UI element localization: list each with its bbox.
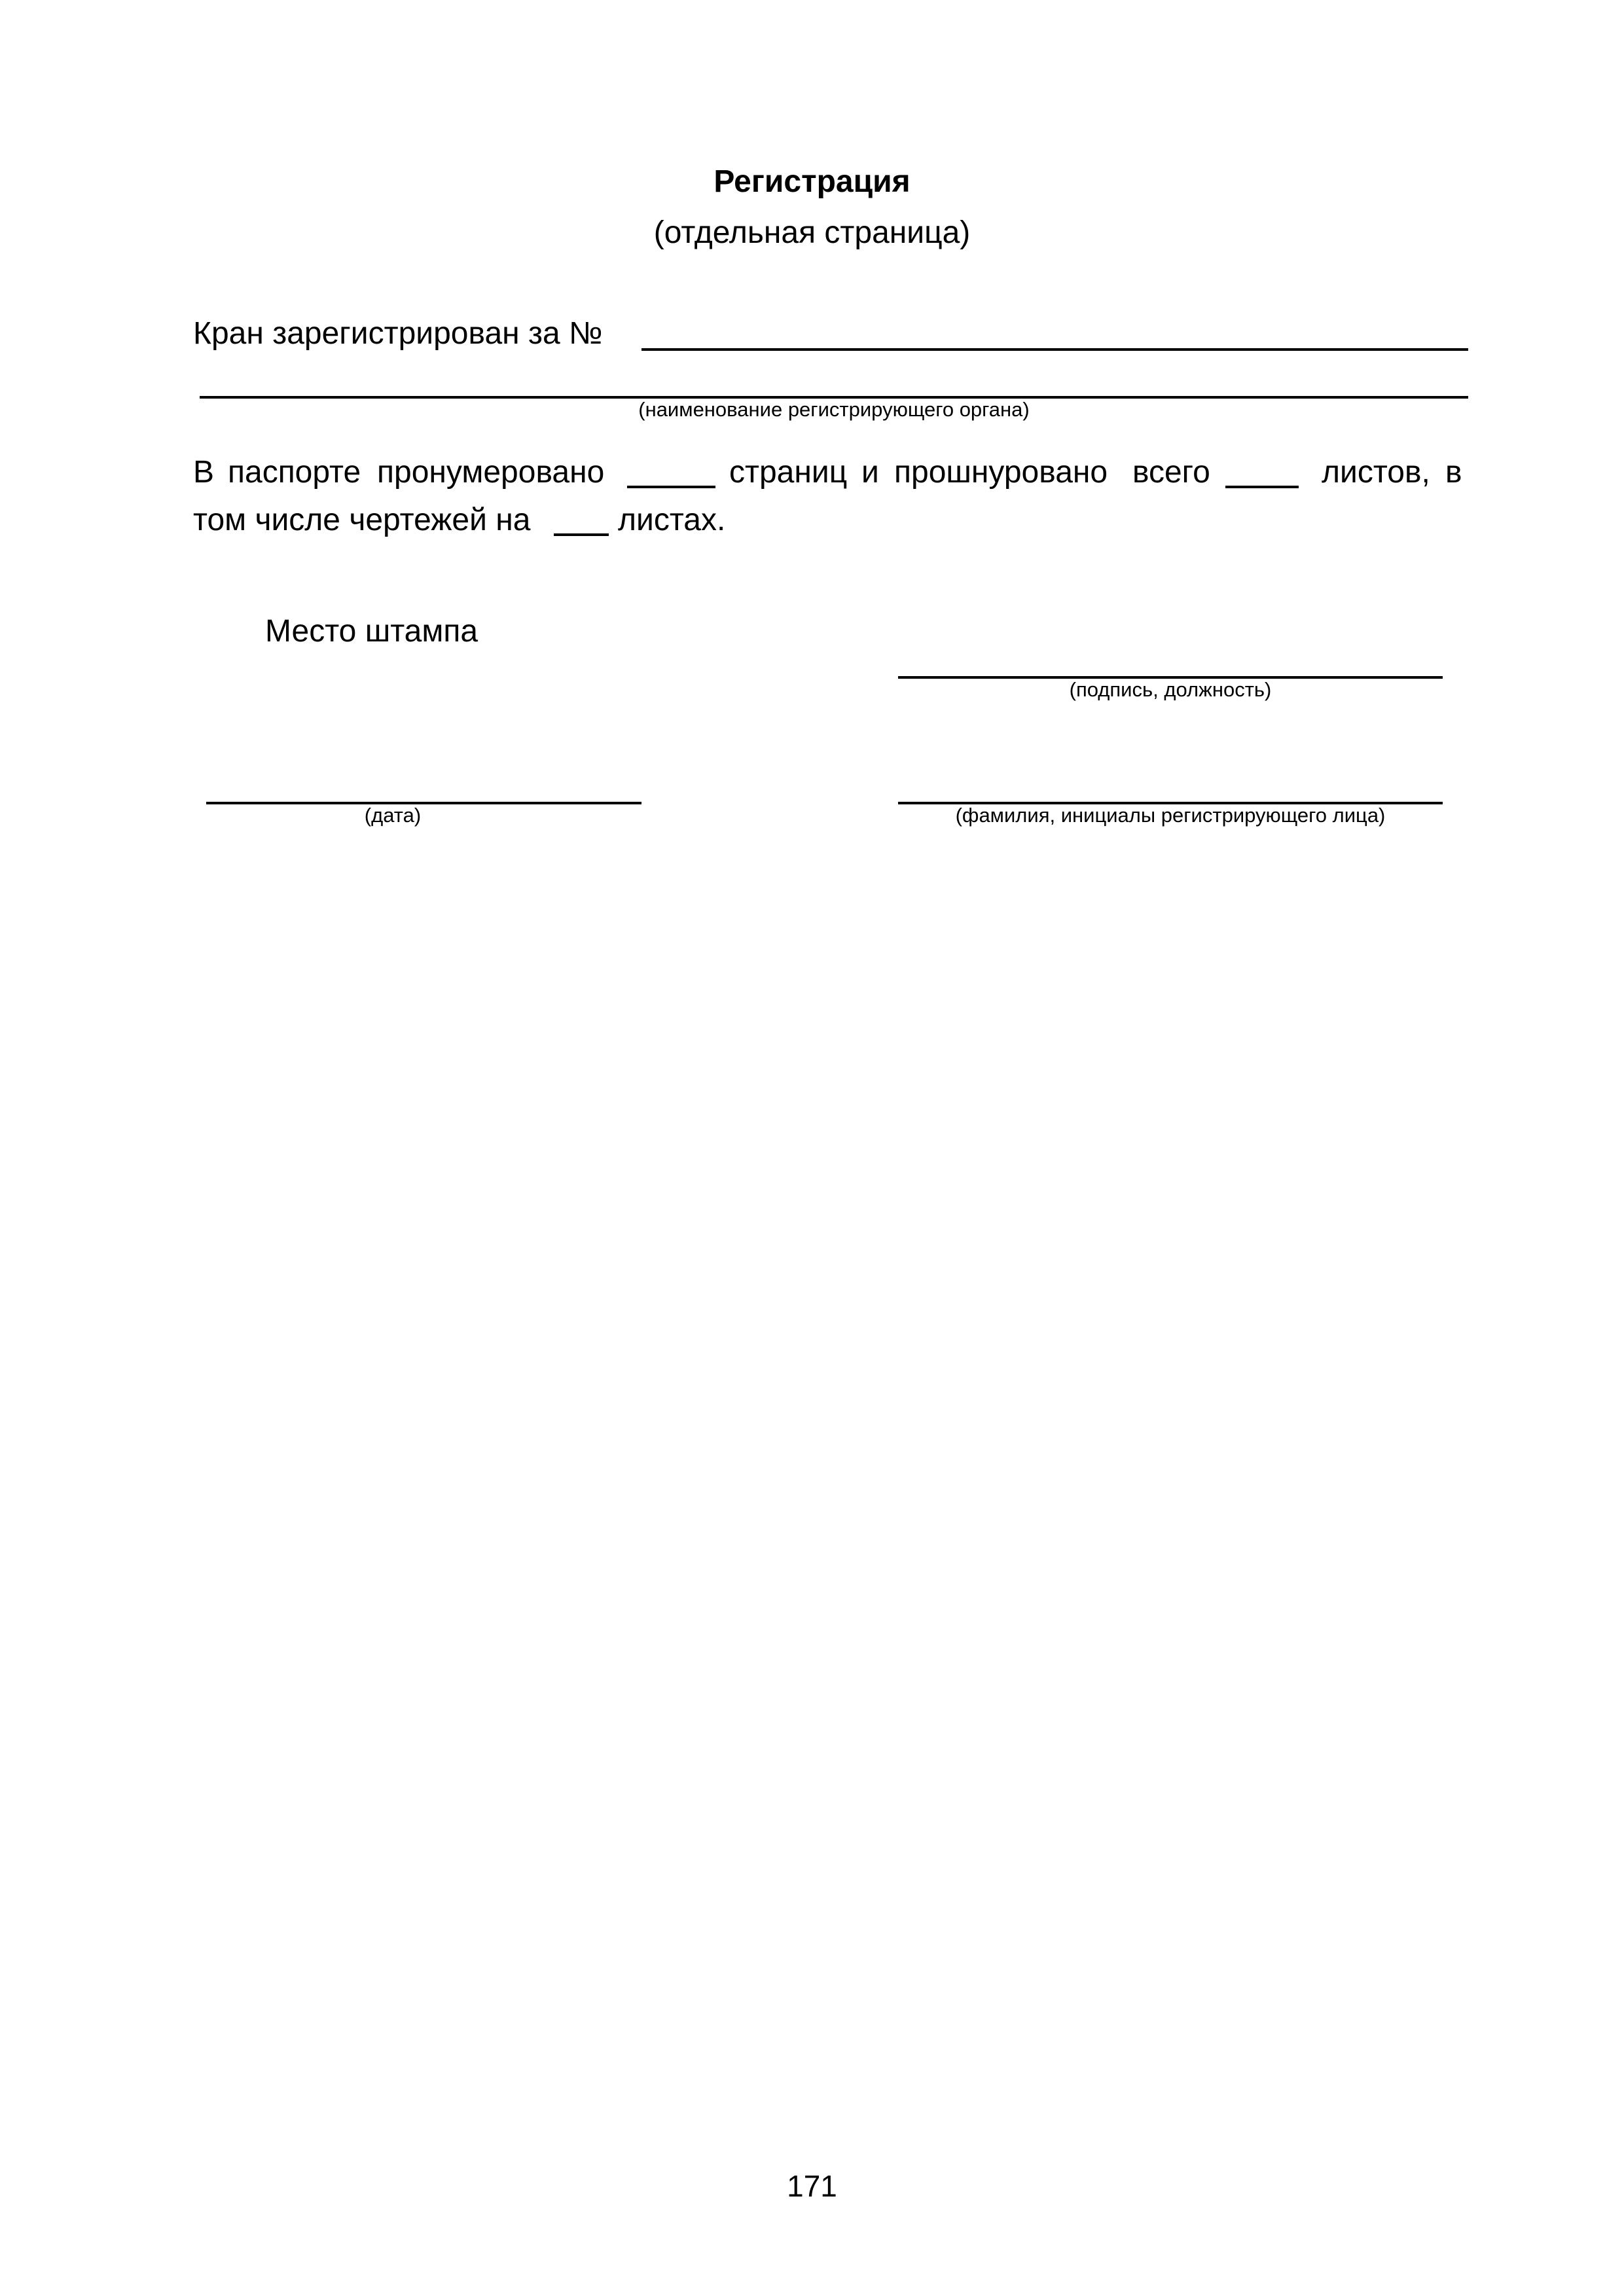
registration-label: Кран зарегистрирован за №	[193, 316, 603, 351]
registration-number-field[interactable]	[641, 348, 1468, 351]
registrar-name-caption: (фамилия, инициалы регистрирующего лица)	[955, 804, 1386, 827]
pages-count-blank[interactable]	[627, 486, 715, 488]
signature-caption: (подпись, должность)	[1069, 678, 1272, 701]
para-word-9: в	[1445, 455, 1462, 490]
stamp-place-label: Место штампа	[265, 614, 478, 649]
para-line2-start: том числе чертежей на	[193, 503, 531, 537]
page-subtitle: (отдельная страница)	[653, 215, 971, 250]
sheets-count-blank[interactable]	[1225, 486, 1299, 488]
para-line2-end: листах.	[618, 503, 726, 537]
para-word-2: паспорте	[228, 455, 361, 490]
para-word-4: страниц	[729, 455, 848, 490]
page-number: 171	[787, 2169, 837, 2203]
authority-caption: (наименование регистрирующего органа)	[638, 398, 1030, 421]
para-word-5: и	[861, 455, 879, 490]
para-word-1: В	[193, 455, 215, 490]
para-word-3: пронумеровано	[377, 455, 605, 490]
page-title: Регистрация	[713, 164, 911, 199]
para-word-6: прошнуровано	[894, 455, 1108, 490]
date-caption: (дата)	[364, 804, 422, 827]
para-word-7: всего	[1132, 455, 1210, 490]
para-word-8: листов,	[1322, 455, 1430, 490]
drawings-count-blank[interactable]	[554, 533, 609, 536]
